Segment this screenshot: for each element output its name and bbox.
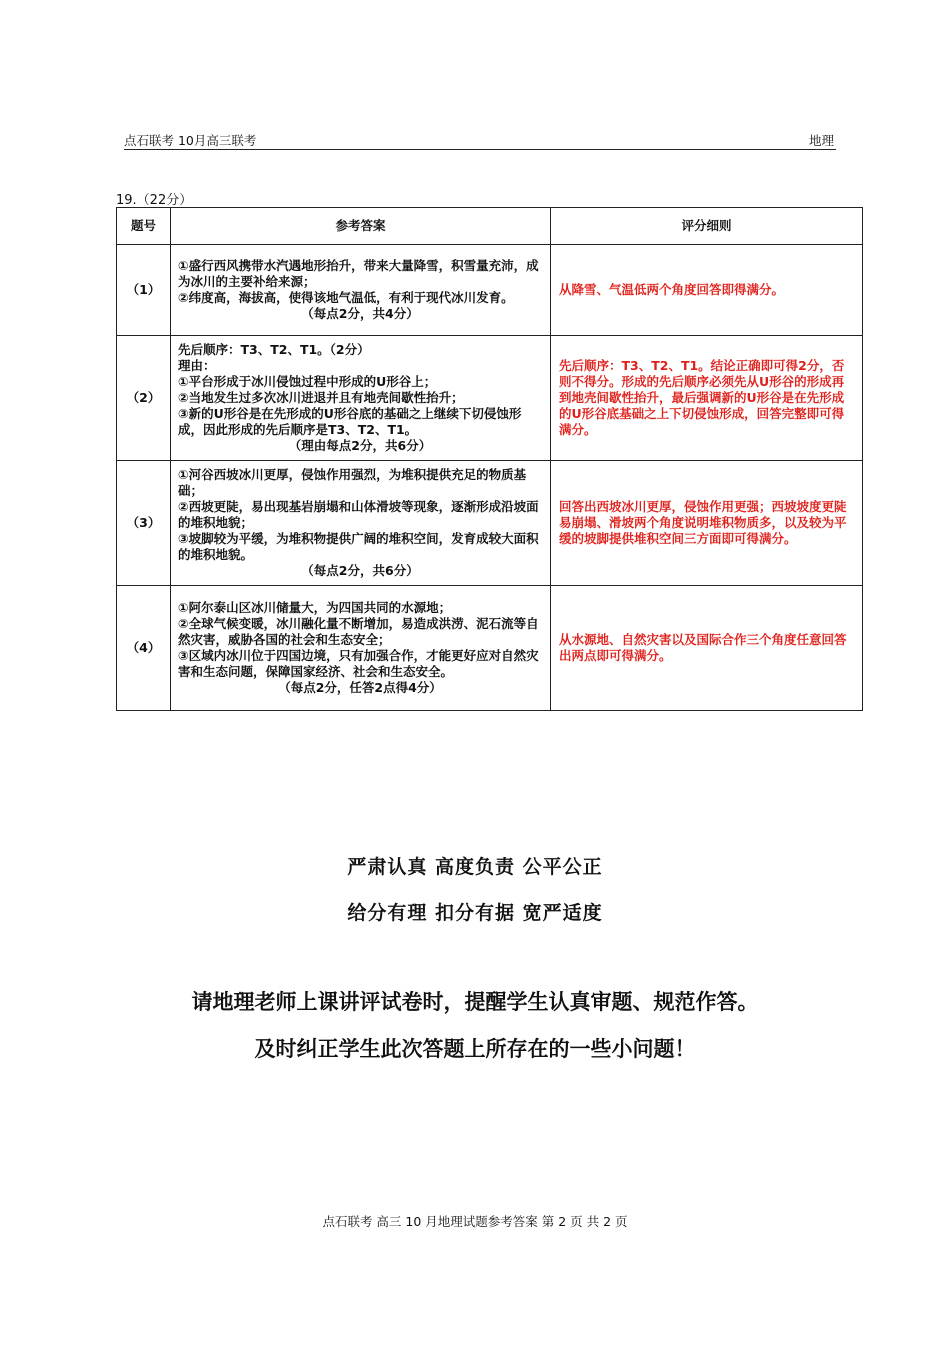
reminder-line-2: 及时纠正学生此次答题上所存在的一些小问题！: [254, 1037, 696, 1061]
answer-line: ③坡脚较为平缓，为堆积物提供广阔的堆积空间，发育成较大面积的堆积地貌。: [178, 531, 539, 562]
header-number: 题号: [117, 208, 171, 245]
answer-line: 理由：: [178, 358, 216, 373]
row-number: （1）: [117, 245, 171, 336]
score-note: （每点2分，共6分）: [301, 563, 419, 578]
page-header: [124, 131, 836, 150]
answer-line: ②全球气候变暖，冰川融化量不断增加，易造成洪涝、泥石流等自然灾害，威胁各国的社会和生态安全；: [178, 616, 539, 647]
score-note: （每点2分，任答2点得4分）: [278, 680, 442, 695]
header-criteria: 评分细则: [551, 208, 863, 245]
answer-line: ①盛行西风携带水汽遇地形抬升，带来大量降雪，积雪量充沛，成为冰川的主要补给来源；: [178, 258, 539, 289]
criteria-cell: 从水源地、自然灾害以及国际合作三个角度任意回答出两点即可得满分。: [551, 586, 863, 711]
criteria-cell: 先后顺序：T3、T2、T1。结论正确即可得2分，否则不得分。形成的先后顺序必须先从U形谷的形成再到地壳间歇性抬升，最后强调新的U形谷是在先形成的U形谷底基础之上下切侵蚀形成，回答完整即可得满分。: [551, 336, 863, 461]
page-footer: 点石联考 高三 10 月地理试题参考答案 第 2 页 共 2 页: [322, 1214, 628, 1229]
subject-label: 地理: [808, 133, 834, 148]
row-number: （4）: [117, 586, 171, 711]
header-answer: 参考答案: [171, 208, 551, 245]
row-number: （2）: [117, 336, 171, 461]
reminder-line-1: 请地理老师上课讲评试卷时，提醒学生认真审题、规范作答。: [191, 990, 759, 1014]
answer-line: ②纬度高，海拔高，使得该地气温低，有利于现代冰川发育。: [178, 290, 514, 305]
answer-line: ①阿尔泰山区冰川储量大，为四国共同的水源地；: [178, 600, 452, 615]
answer-line: ②西坡更陡，易出现基岩崩塌和山体滑坡等现象，逐渐形成沿坡面的堆积地貌；: [178, 499, 539, 530]
answer-line: 先后顺序：T3、T2、T1。（2分）: [178, 342, 370, 357]
criteria-cell: 回答出西坡冰川更厚，侵蚀作用更强；西坡坡度更陡易崩塌、滑坡两个角度说明堆积物质多，以及较为平缓的坡脚提供堆积空间三方面即可得满分。: [551, 461, 863, 586]
criteria-cell: 从降雪、气温低两个角度回答即得满分。: [551, 245, 863, 336]
score-note: （理由每点2分，共6分）: [288, 438, 432, 453]
table-row: [117, 461, 863, 586]
answer-line: ①河谷西坡冰川更厚，侵蚀作用强烈，为堆积提供充足的物质基础；: [178, 467, 527, 498]
table-header-row: [117, 208, 863, 245]
answer-line: ③区域内冰川位于四国边境，只有加强合作，才能更好应对自然灾害和生态问题，保障国家经济、社会和生态安全。: [178, 648, 539, 679]
answer-cell: [171, 336, 551, 461]
answer-line: ③新的U形谷是在先形成的U形谷底的基础之上继续下切侵蚀形成，因此形成的先后顺序是T3、T2、T1。: [178, 406, 522, 437]
row-number: （3）: [117, 461, 171, 586]
question-label: 19.（22分）: [116, 193, 193, 208]
exam-name: 点石联考 10月高三联考: [124, 133, 257, 148]
score-note: （每点2分，共4分）: [301, 306, 419, 321]
answer-line: ②当地发生过多次冰川进退并且有地壳间歇性抬升；: [178, 390, 464, 405]
table-row: [117, 245, 863, 336]
motto-line-1: 严肃认真 高度负责 公平公正: [347, 856, 603, 878]
answer-cell: [171, 586, 551, 711]
table-row: [117, 586, 863, 711]
motto-line-2: 给分有理 扣分有据 宽严适度: [347, 902, 603, 924]
table-row: [117, 336, 863, 461]
answer-cell: [171, 461, 551, 586]
answer-cell: [171, 245, 551, 336]
answer-line: ①平台形成于冰川侵蚀过程中形成的U形谷上；: [178, 374, 437, 389]
answer-table: [116, 207, 863, 711]
